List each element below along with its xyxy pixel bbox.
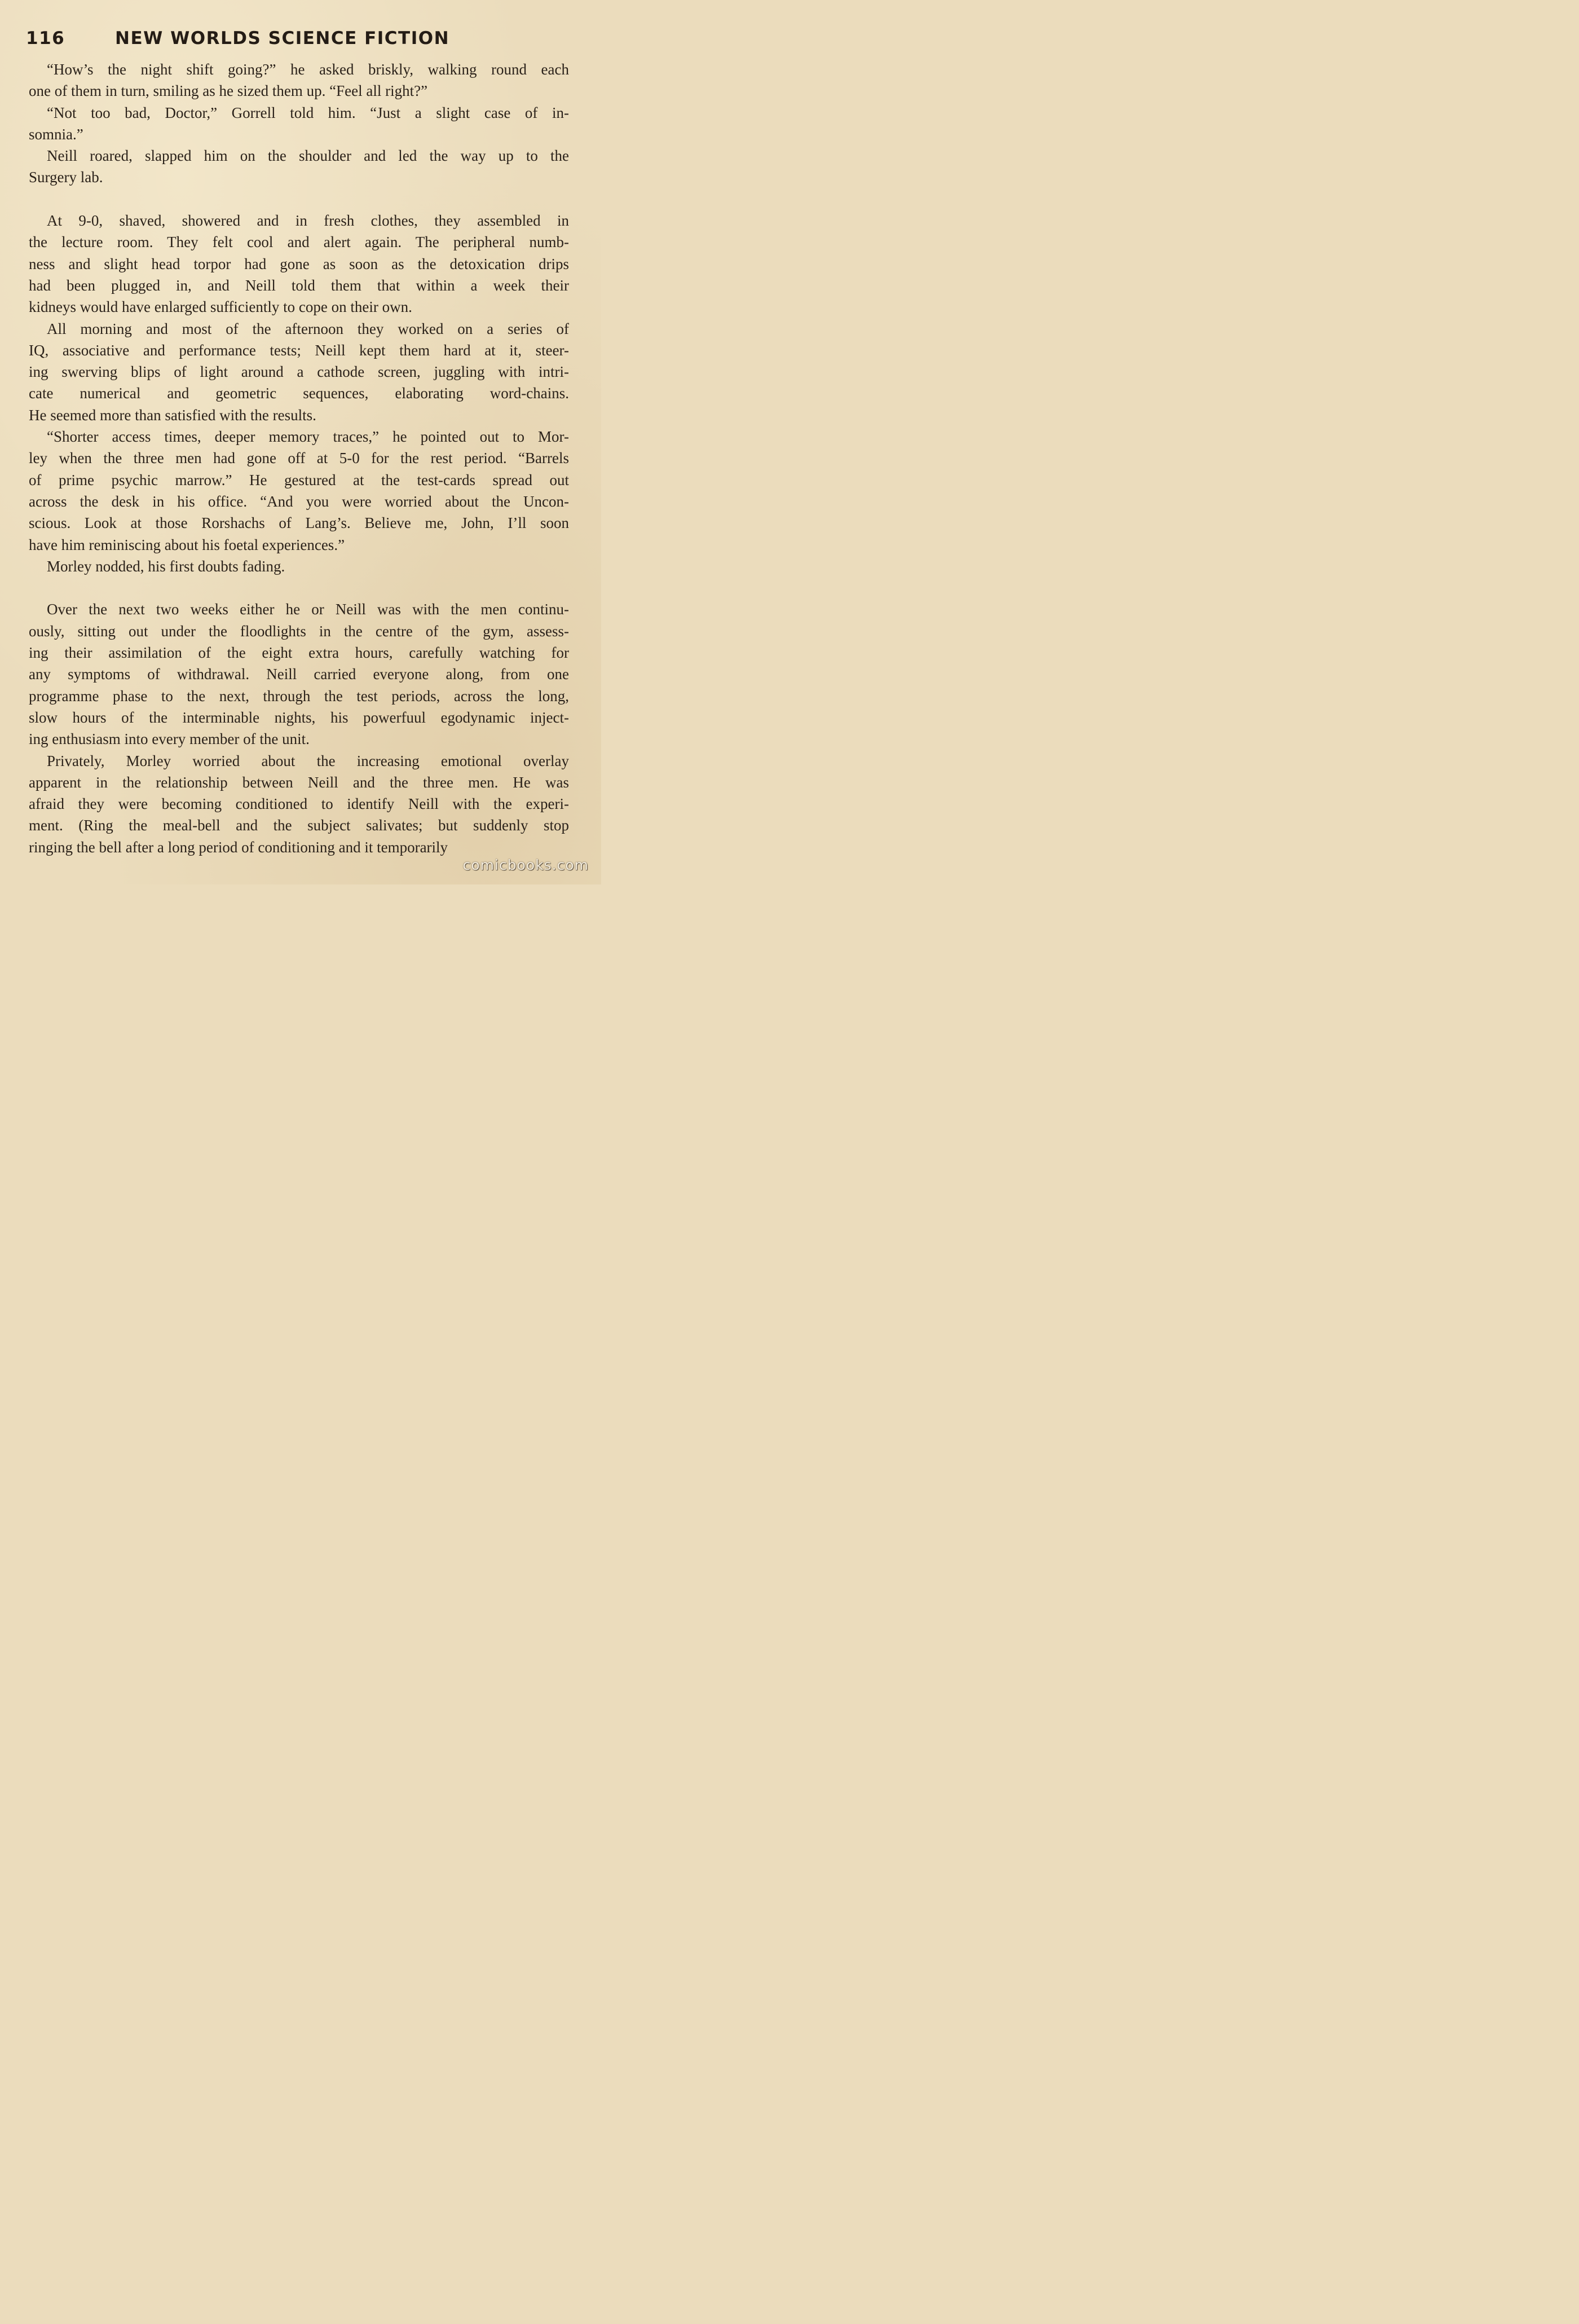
paragraph [29,556,569,577]
page-header [26,28,483,54]
text-line: one of them in turn, smiling as he sized them up. “Feel all right?” [29,82,428,100]
paragraph [29,210,569,318]
text-line: kidneys would have enlarged sufficiently to cope on their own. [29,298,412,316]
text-line: of prime psychic marrow.” He gestured at the test-cards spread out [29,471,569,488]
body-text [29,59,569,858]
text-line: any symptoms of withdrawal. Neill carried everyone along, from one [29,666,569,683]
text-line: the lecture room. They felt cool and alert again. The peripheral numb- [29,234,569,251]
text-line: Over the next two weeks either he or Neill was with the men continu- [47,601,569,618]
text-line: scious. Look at those Rorshachs of Lang’s. Believe me, John, I’ll soon [29,514,569,532]
section-break [29,577,569,598]
text-line: Neill roared, slapped him on the shoulder and led the way up to the [47,147,569,165]
text-line: ley when the three men had gone off at 5-0 for the rest period. “Barrels [29,450,569,467]
page-number: 116 [26,28,65,49]
text-line: All morning and most of the afternoon they worked on a series of [47,320,569,337]
text-line: across the desk in his office. “And you were worried about the Uncon- [29,492,569,510]
text-line: “Not too bad, Doctor,” Gorrell told him. “Just a slight case of in- [47,104,569,121]
text-line: “How’s the night shift going?” he asked briskly, walking round each [47,61,569,78]
text-line: have him reminiscing about his foetal experiences.” [29,536,345,553]
text-line: ness and slight head torpor had gone as soon as the detoxication drips [29,255,569,272]
paragraph [29,426,569,556]
text-line: ing swerving blips of light around a cathode screen, juggling with intri- [29,363,569,381]
text-line: had been plugged in, and Neill told them that within a week their [29,276,569,294]
paragraph [29,750,569,858]
text-line: Morley nodded, his first doubts fading. [47,557,285,575]
text-line: cate numerical and geometric sequences, elaborating word-chains. [29,385,569,402]
running-title: NEW WORLDS SCIENCE FICTION [115,28,450,49]
text-line: Privately, Morley worried about the increasing emotional overlay [47,752,569,769]
text-line: ing enthusiasm into every member of the unit. [29,730,310,748]
text-line: Surgery lab. [29,169,103,186]
text-line: ously, sitting out under the floodlights in the centre of the gym, assess- [29,622,569,640]
text-line: IQ, associative and performance tests; Neill kept them hard at it, steer- [29,341,569,359]
paragraph [29,318,569,426]
text-line: “Shorter access times, deeper memory traces,” he pointed out to Mor- [47,428,569,446]
text-line: slow hours of the interminable nights, his powerfuul egodynamic inject- [29,708,569,726]
text-line: ment. (Ring the meal-bell and the subject salivates; but suddenly stop [29,817,569,834]
text-line: ringing the bell after a long period of conditioning and it temporarily [29,838,448,856]
watermark: comicbooks.com [462,857,589,873]
paragraph [29,102,569,146]
text-line: afraid they were becoming conditioned to identify Neill with the experi- [29,795,569,813]
text-line: ing their assimilation of the eight extra hours, carefully watching for [29,644,569,662]
text-line: apparent in the relationship between Neill and the three men. He was [29,773,569,791]
text-line: programme phase to the next, through the test periods, across the long, [29,687,569,705]
paragraph [29,59,569,102]
text-line: He seemed more than satisfied with the results. [29,406,316,424]
text-line: somnia.” [29,125,83,143]
text-line: At 9-0, shaved, showered and in fresh clothes, they assembled in [47,212,569,230]
paragraph [29,598,569,750]
paragraph [29,145,569,188]
book-page [0,0,601,884]
section-break [29,188,569,210]
